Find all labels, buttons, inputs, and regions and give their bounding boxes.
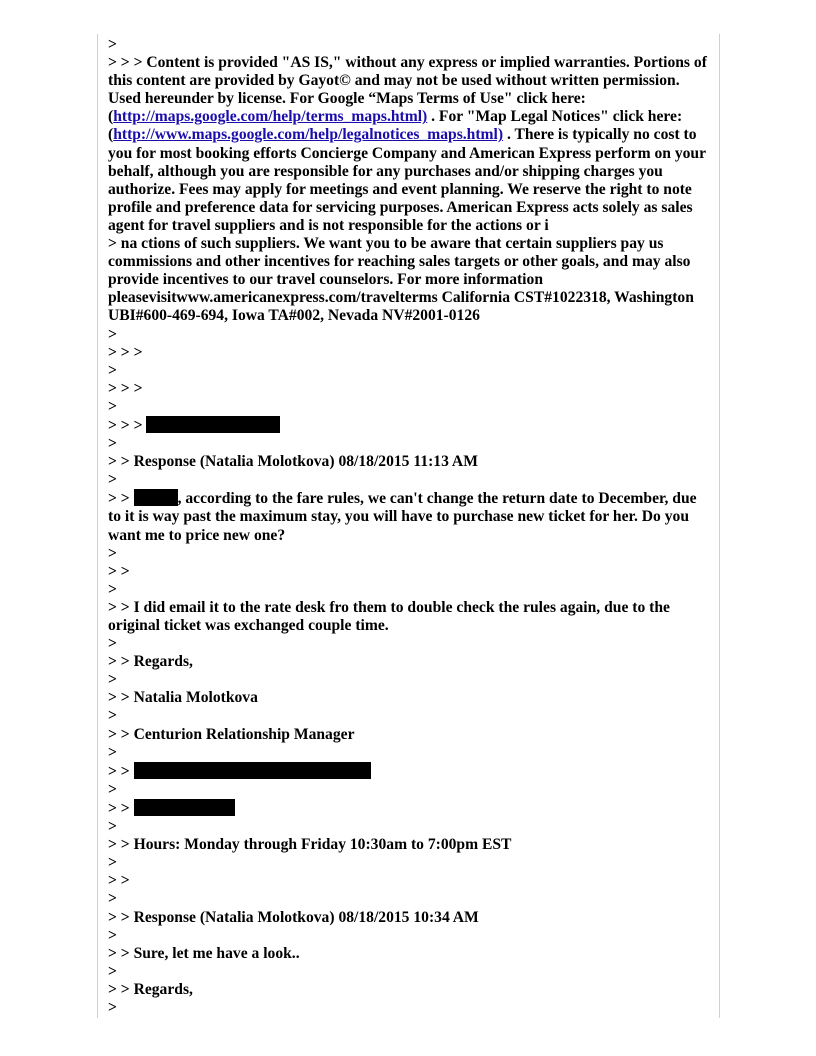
redacted-line: > > bbox=[108, 799, 712, 818]
quote-marker: > bbox=[108, 818, 117, 836]
quote-marker: > > bbox=[108, 562, 130, 580]
quote-marker: > bbox=[108, 361, 117, 379]
quote-marker: > bbox=[108, 435, 117, 453]
redaction-block bbox=[134, 799, 235, 816]
quote-marker: > bbox=[108, 854, 117, 872]
response-body: > > I did email it to the rate desk fro them to double check the rules again, due to the original ticket was exchanged couple time. bbox=[108, 598, 674, 634]
page-border-left bbox=[97, 34, 98, 1018]
signature-hours: > > Hours: Monday through Friday 10:30am to 7:00pm EST bbox=[108, 836, 512, 854]
quote-marker: > bbox=[108, 635, 117, 653]
redaction-block bbox=[146, 416, 280, 433]
legal-notices-link[interactable]: http://www.maps.google.com/help/legalnotices_maps.html) bbox=[113, 126, 504, 144]
maps-terms-link[interactable]: http://maps.google.com/help/terms_maps.html) bbox=[113, 108, 428, 126]
quote-marker: > > bbox=[108, 872, 130, 890]
response-header: > > Response (Natalia Molotkova) 08/18/2015 11:13 AM bbox=[108, 453, 478, 471]
quote-marker: > bbox=[108, 671, 117, 689]
signature-title: > > Centurion Relationship Manager bbox=[108, 725, 355, 743]
redacted-line: > > bbox=[108, 762, 712, 781]
quote-marker: > bbox=[108, 780, 117, 798]
disclaimer-text: > > > Content is provided "AS IS," without any express or implied warranties. Portions of this content are provided by Gayot© and may not be used without written permission. Used hereunder by license. For Google “Maps Terms of Use" click here: ( bbox=[108, 54, 711, 126]
disclaimer-text: . For "Map Legal Notices" click here: ( bbox=[108, 108, 687, 144]
quote-marker: > bbox=[108, 471, 117, 489]
page-border-right bbox=[719, 34, 720, 1018]
quote-marker: > bbox=[108, 707, 117, 725]
response-body: > > , according to the fare rules, we can't change the return date to December, due to it is way past the maximum stay, you will have to purchase new ticket for her. Do you want me to price new one? bbox=[108, 490, 701, 544]
quote-marker: > > > bbox=[108, 343, 143, 361]
quote-marker: > bbox=[108, 926, 117, 944]
quote-marker: > > > bbox=[108, 379, 143, 397]
response-body: > > Sure, let me have a look.. bbox=[108, 944, 300, 962]
quote-marker: > bbox=[108, 325, 117, 343]
disclaimer-text: . There is typically no cost to you for most booking efforts Concierge Company and American Express perform on your behalf, although you are responsible for any purchases and/or shipping charges you authorize. Fees may apply for meetings and event planning. We reserve the right to note profile and preference data for servicing purposes. American Express acts solely as sales agent for travel suppliers and is not responsible for the actions or i bbox=[108, 126, 710, 234]
quote-marker: > bbox=[108, 890, 117, 908]
signature-regards: > > Regards, bbox=[108, 653, 193, 671]
disclaimer-continued: > na ctions of such suppliers. We want you to be aware that certain suppliers pay us commissions and other incentives for reaching sales targets or other goals, and may also provide incentives to our travel counselors. For more information pleasevisitwww.americanexpress.com/travelterms California CST#1022318, Washington UBI#600-469-694, Iowa TA#002, Nevada NV#2001-0126 bbox=[108, 235, 698, 325]
response-header: > > Response (Natalia Molotkova) 08/18/2015 10:34 AM bbox=[108, 908, 479, 926]
redaction-block bbox=[134, 762, 371, 779]
quote-marker: > bbox=[108, 36, 117, 53]
signature-name: > > Natalia Molotkova bbox=[108, 689, 258, 707]
legal-disclaimer bbox=[108, 54, 712, 235]
redaction-block bbox=[134, 489, 178, 506]
quote-marker: > bbox=[108, 998, 117, 1016]
quote-marker: > bbox=[108, 397, 117, 415]
quote-marker: > bbox=[108, 580, 117, 598]
quote-marker: > bbox=[108, 962, 117, 980]
quote-marker: > bbox=[108, 544, 117, 562]
redacted-line: > > > bbox=[108, 416, 712, 435]
email-thread bbox=[108, 36, 712, 1017]
quote-marker: > bbox=[108, 743, 117, 761]
signature-regards: > > Regards, bbox=[108, 980, 193, 998]
